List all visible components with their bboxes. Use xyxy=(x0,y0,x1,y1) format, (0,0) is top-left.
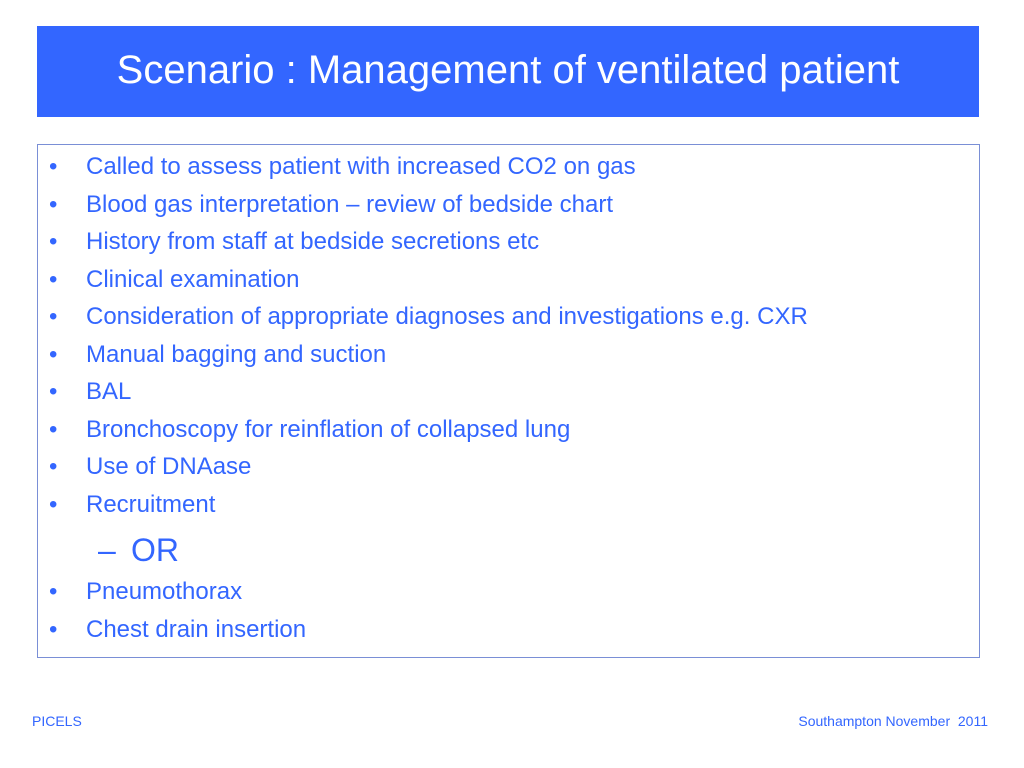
list-item-text: Use of DNAase xyxy=(86,453,252,480)
bullet-icon: • xyxy=(49,153,58,180)
list-item xyxy=(38,341,979,379)
bullet-icon: • xyxy=(49,490,58,518)
list-item-text: Bronchoscopy for reinflation of collapsed lung xyxy=(86,415,571,443)
bullet-icon: • xyxy=(49,415,58,443)
bullet-icon: • xyxy=(49,378,58,405)
sub-list-item-text: OR xyxy=(131,532,179,568)
bullet-icon: • xyxy=(49,190,58,218)
list-item-text: Manual bagging and suction xyxy=(86,340,387,368)
bullet-icon: • xyxy=(49,340,58,368)
list-item-text: History from staff at bedside secretions etc xyxy=(86,228,540,255)
bullet-list xyxy=(38,153,979,653)
content-box xyxy=(37,144,980,658)
list-item-text: Called to assess patient with increased CO2 on gas xyxy=(86,153,636,180)
footer-left-label: PICELS xyxy=(32,713,82,729)
list-item xyxy=(38,453,979,491)
list-item-text: Recruitment xyxy=(86,490,216,518)
list-item xyxy=(38,153,979,191)
dash-icon: – xyxy=(98,532,116,568)
list-item xyxy=(38,491,979,529)
list-item-text: Pneumothorax xyxy=(86,578,243,605)
bullet-icon: • xyxy=(49,578,58,605)
list-item xyxy=(38,303,979,341)
list-item-text: Blood gas interpretation – review of bedside chart xyxy=(86,190,613,218)
footer-right-label: Southampton November 2011 xyxy=(798,713,988,729)
list-item xyxy=(38,228,979,266)
list-item-text: BAL xyxy=(86,378,132,405)
list-item xyxy=(38,578,979,616)
list-item xyxy=(38,616,979,654)
list-item-text: Clinical examination xyxy=(86,265,300,293)
title-bar xyxy=(37,26,979,117)
list-item-text: Chest drain insertion xyxy=(86,615,307,643)
list-item xyxy=(38,191,979,229)
list-item xyxy=(38,266,979,304)
list-item xyxy=(38,416,979,454)
bullet-icon: • xyxy=(49,228,58,255)
list-item-text: Consideration of appropriate diagnoses and investigations e.g. CXR xyxy=(86,303,808,330)
list-item xyxy=(38,378,979,416)
bullet-icon: • xyxy=(49,615,58,643)
slide-title: Scenario : Management of ventilated patient xyxy=(116,48,900,92)
sub-list-item xyxy=(38,528,979,578)
bullet-icon: • xyxy=(49,453,58,480)
bullet-icon: • xyxy=(49,265,58,293)
bullet-icon: • xyxy=(49,303,58,330)
